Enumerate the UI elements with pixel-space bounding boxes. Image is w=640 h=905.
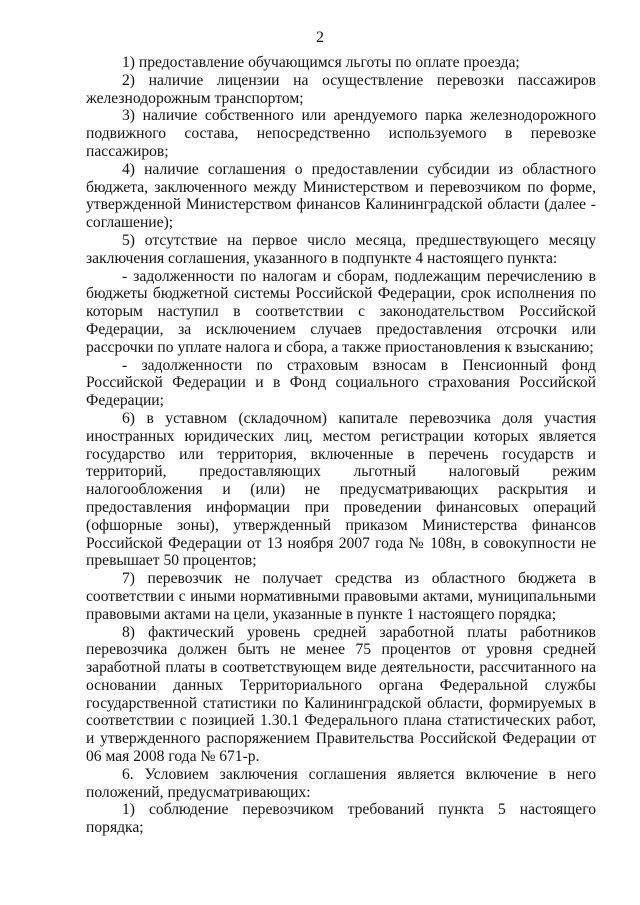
paragraph-item-8: 8) фактический уровень средней заработной платы работников перевозчика должен быть не менее 75 процентов от уровня средней заработной платы в соответствующем виде деятельности, рассчитанного на основании данных Территориального органа Федеральной службы государственной статистики по Калининградской области, формируемых в соответствии с позицией 1.30.1 Федерального плана статистических работ, и утвержденного распоряжением Правительства Российской Федерации от 06 мая 2008 года № 671-р. (86, 623, 596, 766)
paragraph-item-2: 2) наличие лицензии на осуществление перевозки пассажиров железнодорожным транспортом; (86, 71, 596, 107)
paragraph-subitem-1: 1) соблюдение перевозчиком требований пункта 5 настоящего порядка; (86, 801, 596, 837)
paragraph-insurance-debt: - задолженности по страховым взносам в Пенсионный фонд Российской Федерации и в Фонд социального страхования Российской Федерации; (86, 356, 596, 410)
paragraph-clause-6: 6. Условием заключения соглашения является включение в него положений, предусматривающих: (86, 765, 596, 801)
paragraph-tax-debt: - задолженности по налогам и сборам, подлежащим перечислению в бюджеты бюджетной системы Российской Федерации, срок исполнения по которым наступил в соответствии с законодательством Российской Федерации, за исключением случаев предоставления отсрочки или рассрочки по уплате налога и сбора, а также приостановления к взысканию; (86, 267, 596, 356)
paragraph-item-1: 1) предоставление обучающимся льготы по оплате проезда; (122, 54, 520, 71)
paragraph-item-3: 3) наличие собственного или арендуемого парка железнодорожного подвижного состава, непосредственно используемого в перевозке пассажиров; (86, 107, 596, 160)
paragraph-item-7: 7) перевозчик не получает средства из областного бюджета в соответствии с иными нормативными правовыми актами, муниципальными правовыми актами на цели, указанные в пункте 1 настоящего порядка; (86, 570, 596, 623)
document-body (86, 54, 596, 837)
page-number: 2 (316, 29, 324, 46)
paragraph-item-5: 5) отсутствие на первое число месяца, предшествующего месяцу заключения соглашения, указанного в подпункте 4 настоящего пункта: (86, 231, 596, 267)
paragraph-item-6: 6) в уставном (складочном) капитале перевозчика доля участия иностранных юридических лиц, местом регистрации которых является государство или территория, включенные в перечень государств и территорий, предоставляющих льготный налоговый режим налогообложения и (или) не предусматривающих раскрытия и предоставления информации при проведении финансовых операций (офшорные зоны), утвержденный приказом Министерства финансов Российской Федерации от 13 ноября 2007 года № 108н, в совокупности не превышает 50 процентов; (86, 409, 596, 570)
paragraph-item-4: 4) наличие соглашения о предоставлении субсидии из областного бюджета, заключенного между Министерством и перевозчиком по форме, утвержденной Министерством финансов Калининградской области (далее - соглашение); (86, 160, 596, 232)
